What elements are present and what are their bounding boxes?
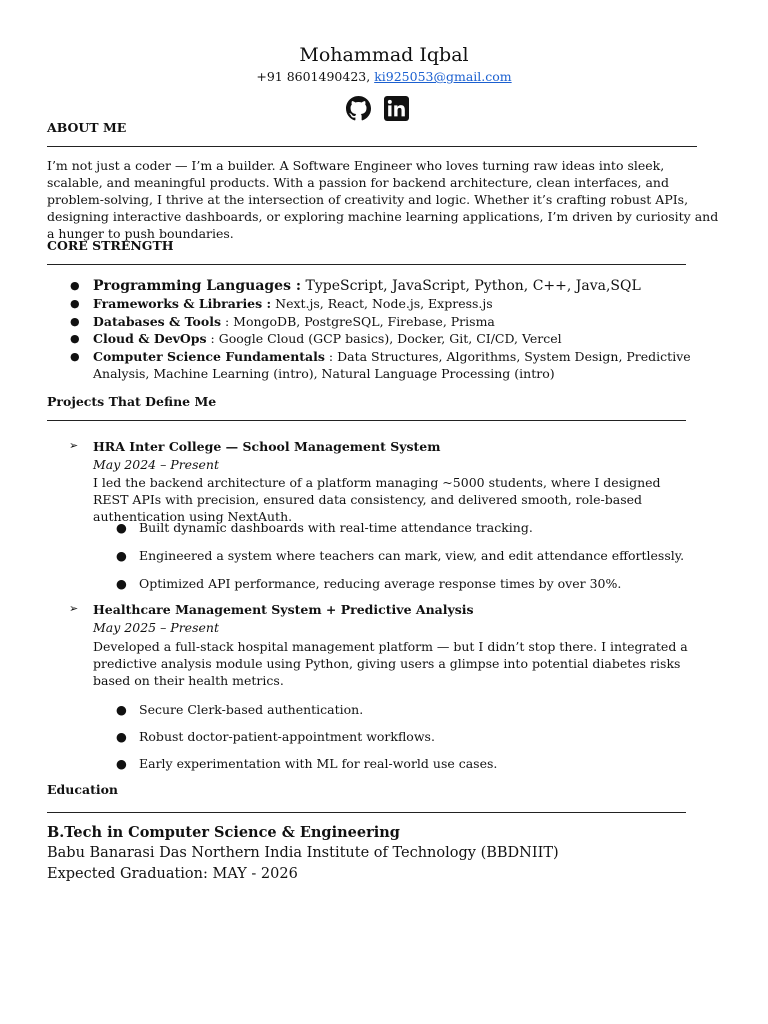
contact-line (0, 69, 768, 84)
about-text: I’m not just a coder — I’m a builder. A Software Engineer who loves turning raw ideas into sleek, scalable, and meaningful products. With a passion for backend architecture, clean interfaces, and problem-solving, I thrive at the intersection of creativity and logic. Whether it’s crafting robust APIs, designing interactive dashboards, or exploring machine learning applications, I’m driven by curiosity and a hunger to push boundaries. (47, 158, 719, 241)
degree-title: B.Tech in Computer Science & Engineering (47, 824, 400, 841)
list-item: ● (116, 576, 127, 591)
phone-number: +91 8601490423, (256, 69, 371, 84)
core-strength-divider (47, 264, 686, 265)
project-description: I led the backend architecture of a platform managing ~5000 students, where I designed REST APIs with precision, ensured data consistency, and delivered smooth, role-based authentication using NextAuth. (93, 475, 661, 524)
education-heading: Education (47, 782, 119, 797)
project-title: HRA Inter College — School Management System (93, 439, 441, 454)
list-item: ● Databases & Tools : MongoDB, PostgreSQL, Firebase, Prisma (70, 313, 495, 329)
graduation-date: Expected Graduation: MAY - 2026 (47, 866, 298, 882)
project-bullet: Engineered a system where teachers can mark, view, and edit attendance effortlessly. (139, 548, 685, 563)
project-bullet: Optimized API performance, reducing average response times by over 30%. (139, 576, 622, 591)
projects-divider (47, 420, 686, 421)
list-item: ● Programming Languages : TypeScript, JavaScript, Python, C++, Java,SQL (70, 278, 641, 294)
project-bullet: Early experimentation with ML for real-world use cases. (139, 756, 498, 771)
project-description: Developed a full-stack hospital management platform — but I didn’t stop there. I integrated a predictive analysis module using Python, giving users a glimpse into potential diabetes risks based on their health metrics. (93, 639, 688, 688)
core-strength-list (70, 277, 725, 383)
school-name: Babu Banarasi Das Northern India Institute of Technology (BBDNIIT) (47, 845, 559, 861)
list-item: ● (116, 756, 127, 771)
core-strength-heading: CORE STRENGTH (47, 238, 174, 253)
projects-heading: Projects That Define Me (47, 394, 217, 409)
candidate-name: Mohammad Iqbal (299, 44, 469, 66)
linkedin-icon[interactable] (384, 96, 409, 121)
project-date: May 2024 – Present (93, 457, 219, 472)
project-bullet: Built dynamic dashboards with real-time attendance tracking. (139, 520, 533, 535)
list-item: ● (116, 520, 127, 535)
project-bullet: Robust doctor-patient-appointment workflows. (139, 729, 435, 744)
list-item: ● Cloud & DevOps : Google Cloud (GCP basics), Docker, Git, CI/CD, Vercel (70, 331, 562, 346)
project-date: May 2025 – Present (93, 620, 219, 635)
arrow-bullet-icon: ➢ (69, 602, 79, 615)
list-item: ● (116, 729, 127, 744)
list-item: ● Frameworks & Libraries : Next.js, React, Node.js, Express.js (70, 296, 493, 311)
project-title: Healthcare Management System + Predictive Analysis (93, 602, 474, 617)
list-item: ● (116, 702, 127, 717)
email-link[interactable]: ki925053@gmail.com (374, 69, 512, 84)
list-item: ● (116, 548, 127, 563)
arrow-bullet-icon: ➢ (69, 439, 79, 452)
about-divider (47, 146, 697, 147)
list-item: ● Computer Science Fundamentals : Data Structures, Algorithms, System Design, Predictive Analysis, Machine Learning (intro), Natural Language Processing (intro) (70, 348, 691, 381)
github-icon[interactable] (346, 96, 371, 121)
project-bullet: Secure Clerk-based authentication. (139, 702, 364, 717)
education-divider (47, 812, 686, 813)
about-heading: ABOUT ME (47, 120, 127, 135)
social-icons (346, 96, 409, 121)
